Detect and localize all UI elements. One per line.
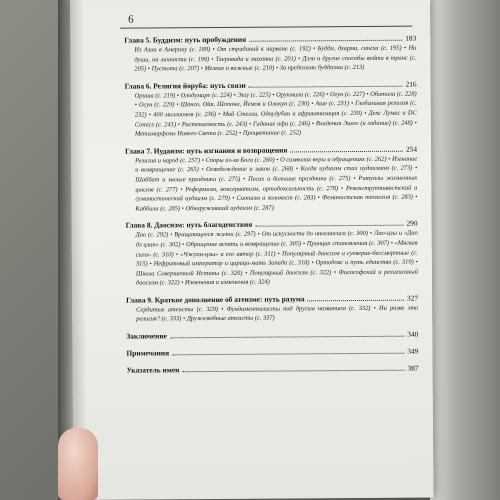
chapter-title: Примечания [126,348,170,358]
leader-dots [249,40,402,42]
toc-chapter [125,79,417,139]
header-rule [120,26,412,29]
chapter-sections: Ориша (с. 219) • Олодумаре (с. 224) • Эшу (с. 225) • Орунмила (с. 226) • Огун (с. 227) • Обатала (с. 228) • Осун (с. 229) • Шанго, Ойя, Шопона, Йемоя и Олокун (с. 230) • Аше (с. 231) • Глобальная религия (с. 232) • 400 миллионов (с. 236) • Май Стелла, Одоудубан и африканизация (с. 239) • Дехс Лумас и DC Comics (с. 241) • Растекаемость (с. 243) • Гадание ифа (с. 246) • Владения Эшоо (и гадание) (с. 248) • Метаморфозы Нового Света (с. 252) • Процветание (с. 252) [134,90,417,138]
chapter-page: 387 [407,363,419,373]
page-number: 6 [128,13,134,26]
toc-chapter-heading [127,364,419,376]
chapter-page: 290 [406,218,418,228]
toc-chapter [127,364,419,376]
chapter-title: Глава 6. Религия йоруба: путь связи [124,80,246,91]
leader-dots [170,336,404,339]
chapter-page: 216 [405,79,417,89]
toc-chapter [126,293,418,324]
chapter-page: 349 [407,346,419,356]
toc-chapter [125,144,417,214]
toc-chapter [124,34,416,75]
chapter-sections: Дао (с. 292) • Вращающееся жизни (с. 297) • От искусности до иноонисиса (с. 300) • Лао-цзы и «Дао дэ цзин» (с. 302) • Обращение вспять и возвращение (с. 305) • Принцип становления (с. 307) • «Мягкая сила» (с. 310) • «Чжуан-цзы» и его автор (с. 311) • Популярный даосизм и суеверие-бессмертные (с. 315) • Нефритовый император и царица-мать Запада (с. 318) • Ортодокс и путь единства (с. 319) • Школа Совершенной Истины (с. 320) • Популярный даосизм (с. 322) • Философский и религиозный даосизм (с. 322) • Изменения и изменения (с. 324) [135,229,418,287]
leader-dots [182,370,404,373]
toc-chapter [126,219,418,289]
chapter-title: Глава 9. Краткое дополнение об атеизме: путь разума [126,294,305,305]
toc-chapter [126,330,418,342]
book-page-edges [430,0,500,500]
toc-chapter-heading [126,330,418,342]
page-fold-shadow [70,0,87,500]
chapter-page: 183 [405,33,417,43]
toc-chapter-heading [126,347,418,359]
holding-thumb [58,428,98,500]
chapter-sections: Религия и народ (с. 257) • Споры из-за Бога (с. 260) • О символах веры и обращениях (с. 262) • Изгнание и возвращение (с. 265) • Освобождение и закон (с. 268) • Когда иудаизм стал иудаизмом (с. 273) • Шаббат и малые праздники (с. 275) • Песах и большие праздники (с. 275) • Ритуалы жизненных циклов (с. 277) • Реформизм, консерватизм, ортодоксальность (с. 278) • Реконструктивистский и гуманистический иудаизм (с. 279) • Сионизм и холокост (с. 283) • Феминистская теология (с. 283) • Каббала (с. 285) • Обнаруживший иудаизм (с. 287) [135,155,418,213]
chapter-sections: Из Азии в Америку (с. 189) • От страданий к нирване (с. 192) • Будда, дхарма, сангха (с. 195) • Ни души, ни личности (с. 199) • Тхеравада и махаяна (с. 201) • Дзэн и другие способы войти в транс (с. 205) • Пустота (с. 207) • Мелкие и важные (с. 210) • За пределами буддизма (с. 213) [134,44,417,73]
leader-dots [249,85,403,87]
chapter-title: Глава 5. Буддизм: путь пробуждения [124,34,247,45]
chapter-sections: Сердитые атеисты (с. 329) • Фундаменталисты под другим названием (с. 332) • Ни разве это религия? (с. 333) • Дружелюбные атеисты (с. 337) [136,304,419,324]
leader-dots [290,150,403,152]
leader-dots [172,353,404,356]
chapter-page: 327 [406,293,419,303]
toc-chapter [126,347,418,359]
leader-dots [308,300,404,302]
leader-dots [255,225,403,227]
chapter-title: Глава 7. Иудаизм: путь изгнания и возвращения [125,145,288,156]
chapter-title: Указатель имен [126,365,180,375]
chapter-page: 340 [407,329,419,339]
table-of-contents [124,34,418,383]
chapter-title: Заключение [126,331,168,341]
book-page [70,0,433,500]
chapter-page: 254 [405,144,418,154]
chapter-title: Глава 8. Даосизм: путь благоденствия [125,220,253,230]
